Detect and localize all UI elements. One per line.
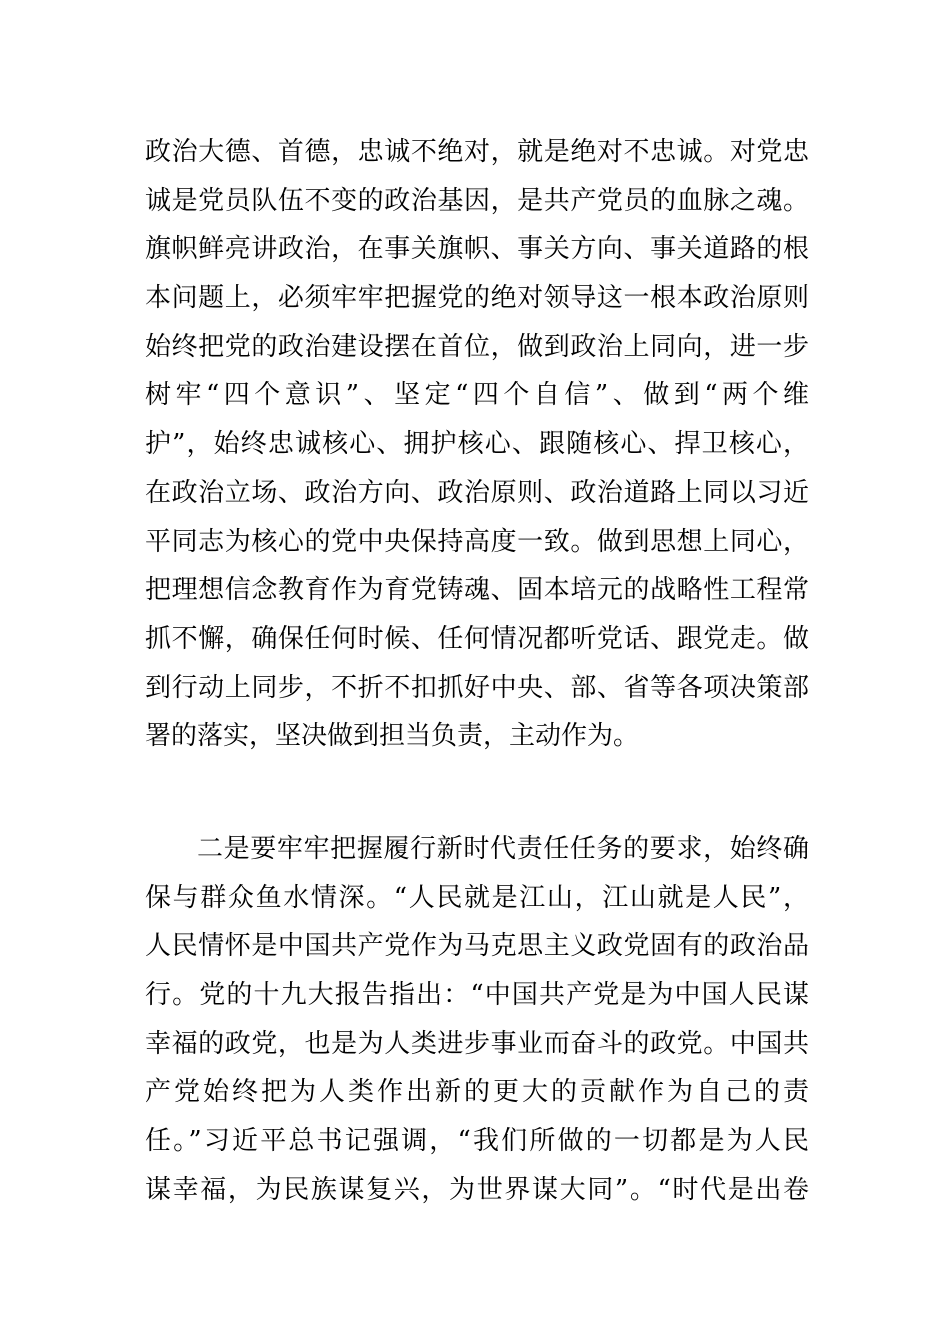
text-line: 旗帜鲜亮讲政治，在事关旗帜、事关方向、事关道路的根 (145, 234, 809, 265)
text-line: 始终把党的政治建设摆在首位，做到政治上同向，进一步 (145, 331, 809, 362)
text-line: 保与群众鱼水情深。“人民就是江山，江山就是人民”， (145, 882, 809, 913)
text-line: 到行动上同步，不折不扣抓好中央、部、省等各项决策部 (145, 672, 809, 703)
text-line: 产党始终把为人类作出新的更大的贡献作为自己的责 (145, 1077, 809, 1108)
paragraph-1 (145, 128, 809, 761)
text-line: 人民情怀是中国共产党作为马克思主义政党固有的政治品 (145, 931, 809, 962)
text-line: 护”，始终忠诚核心、拥护核心、跟随核心、捍卫核心， (145, 429, 809, 460)
text-line: 行。党的十九大报告指出：“中国共产党是为中国人民谋 (145, 980, 809, 1011)
text-line: 平同志为核心的党中央保持高度一致。做到思想上同心， (145, 526, 809, 557)
paragraph-2 (145, 825, 809, 1215)
text-line: 在政治立场、政治方向、政治原则、政治道路上同以习近 (145, 477, 809, 508)
text-line: 二是要牢牢把握履行新时代责任任务的要求，始终确 (197, 834, 809, 864)
text-line: 谋幸福，为民族谋复兴，为世界谋大同”。“时代是出卷 (145, 1174, 809, 1205)
text-line: 政治大德、首德，忠诚不绝对，就是绝对不忠诚。对党忠 (145, 137, 809, 167)
text-line: 署的落实，坚决做到担当负责，主动作为。 (145, 721, 640, 752)
text-line: 本问题上，必须牢牢把握党的绝对领导这一根本政治原则 (145, 283, 809, 314)
text-line: 任。”习近平总书记强调，“我们所做的一切都是为人民 (145, 1126, 809, 1157)
text-line: 幸福的政党，也是为人类进步事业而奋斗的政党。中国共 (145, 1028, 809, 1059)
text-line: 树牢“四个意识”、坚定“四个自信”、做到“两个维 (145, 380, 809, 411)
text-line: 诚是党员队伍不变的政治基因，是共产党员的血脉之魂。 (145, 185, 809, 216)
text-line: 抓不懈，确保任何时候、任何情况都听党话、跟党走。做 (145, 623, 809, 654)
text-line: 把理想信念教育作为育党铸魂、固本培元的战略性工程常 (145, 575, 809, 606)
